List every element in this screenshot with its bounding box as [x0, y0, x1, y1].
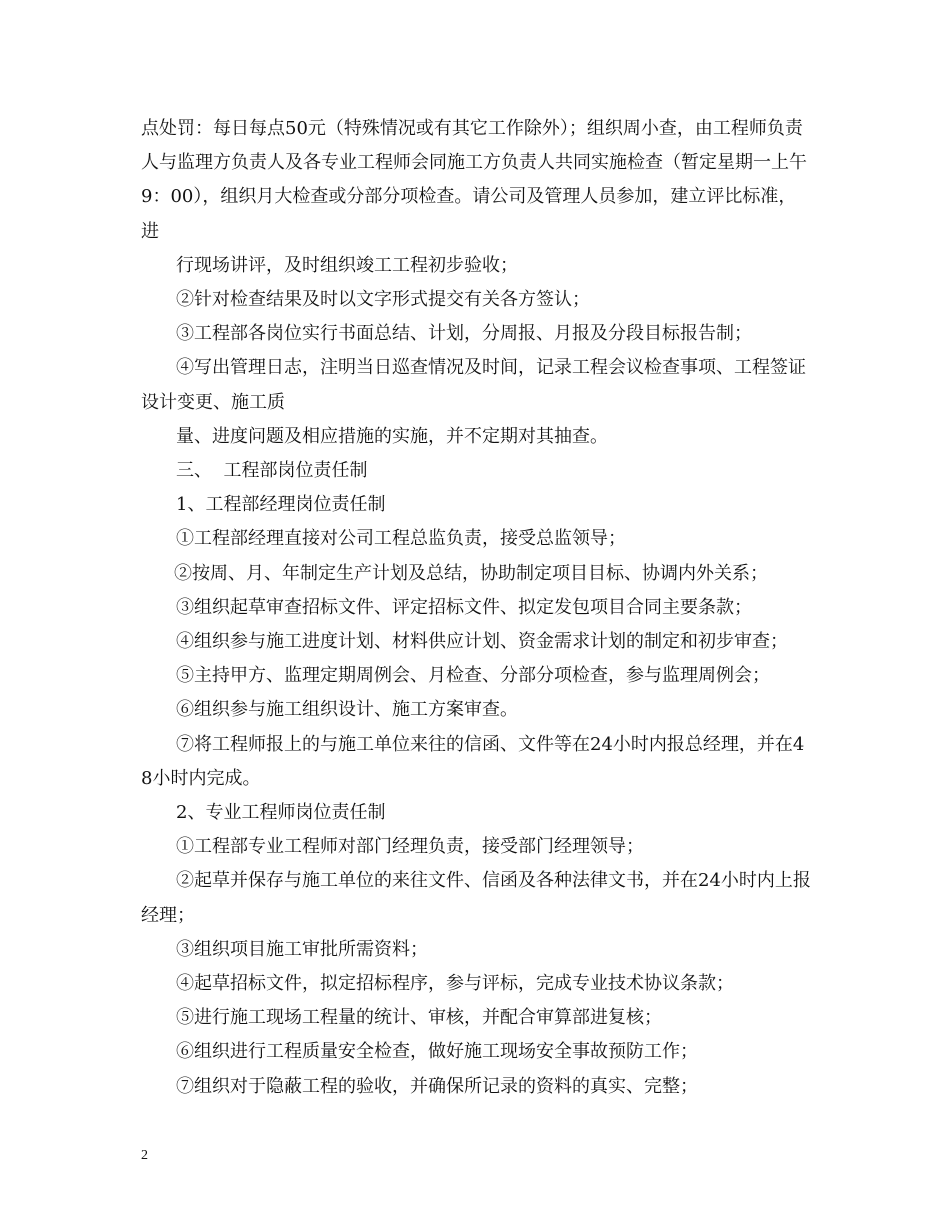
paragraph: 量、进度问题及相应措施的实施，并不定期对其抽查。 [176, 425, 608, 447]
list-item: ①工程部经理直接对公司工程总监负责，接受总监领导； [176, 528, 626, 550]
paragraph: 点处罚：每日每点50元（特殊情况或有其它工作除外）；组织周小查，由工程师负责人与监理方负责人及各专业工程师会同施工方负责人共同实施检查（暂定星期一上午9：00），组织月大检查或分部分项检查。请公司及管理人员参加，建立评比标准，进 [141, 118, 807, 242]
list-item: ②按周、月、年制定生产计划及总结，协助制定项目目标、协调内外关系； [174, 562, 768, 584]
list-item: ⑤进行施工现场工程量的统计、审核，并配合审算部进复核； [176, 1007, 662, 1029]
document-body [141, 112, 813, 1104]
list-item: ③组织起草审查招标文件、评定招标文件、拟定发包项目合同主要条款； [176, 596, 752, 618]
list-item: ①工程部专业工程师对部门经理负责，接受部门经理领导； [176, 836, 644, 858]
list-item: ⑦将工程师报上的与施工单位来往的信函、文件等在24小时内报总经理，并在48小时内完成。 [141, 733, 805, 789]
list-item: ⑦组织对于隐蔽工程的验收，并确保所记录的资料的真实、完整； [176, 1075, 698, 1097]
section-heading: 三、 工程部岗位责任制 [176, 460, 368, 482]
paragraph: 行现场讲评，及时组织竣工工程初步验收； [176, 254, 518, 276]
list-item: ④起草招标文件，拟定招标程序，参与评标，完成专业技术协议条款； [176, 973, 734, 995]
list-item: ③工程部各岗位实行书面总结、计划，分周报、月报及分段目标报告制； [176, 323, 752, 345]
list-item: ④组织参与施工进度计划、材料供应计划、资金需求计划的制定和初步审查； [176, 631, 788, 653]
list-item: ⑥组织进行工程质量安全检查，做好施工现场安全事故预防工作； [176, 1041, 698, 1063]
list-item: ⑥组织参与施工组织设计、施工方案审查。 [176, 699, 518, 721]
list-item: ②针对检查结果及时以文字形式提交有关各方签认； [176, 289, 590, 311]
list-item: ②起草并保存与施工单位的来往文件、信函及各种法律文书，并在24小时内上报经理； [141, 870, 811, 926]
subsection-heading: 1、工程部经理岗位责任制 [176, 494, 386, 516]
list-item: ④写出管理日志，注明当日巡查情况及时间，记录工程会议检查事项、工程签证设计变更、施工质 [141, 357, 806, 413]
list-item: ⑤主持甲方、监理定期周例会、月检查、分部分项检查，参与监理周例会； [176, 665, 770, 687]
page-number: 2 [141, 1148, 148, 1163]
subsection-heading: 2、专业工程师岗位责任制 [176, 802, 386, 824]
list-item: ③组织项目施工审批所需资料； [176, 938, 428, 960]
